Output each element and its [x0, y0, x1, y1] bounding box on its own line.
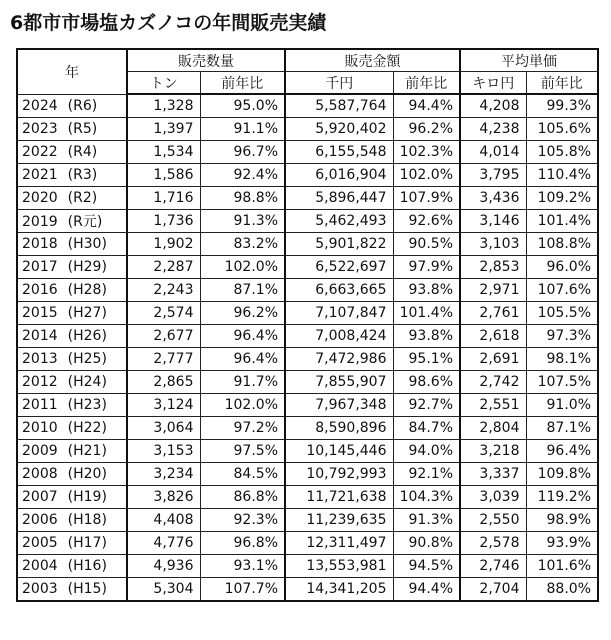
- volume-yoy-cell: 91.7%: [200, 371, 285, 394]
- amount-cell: 5,920,402: [285, 118, 393, 141]
- price-cell: 3,218: [460, 440, 526, 463]
- table-row: [17, 371, 598, 394]
- year-value: 2020: [22, 190, 58, 206]
- price-yoy-cell: 101.4%: [526, 210, 598, 233]
- table-row: [17, 164, 598, 187]
- volume-cell: 2,677: [127, 325, 200, 348]
- year-cell: [17, 509, 127, 532]
- table-body: [17, 94, 598, 601]
- amount-yoy-cell: 94.4%: [393, 94, 460, 118]
- era-value: (H21): [67, 443, 107, 459]
- era-value: (H23): [67, 397, 107, 413]
- price-cell: 2,578: [460, 532, 526, 555]
- volume-yoy-cell: 92.3%: [200, 509, 285, 532]
- amount-yoy-cell: 102.0%: [393, 164, 460, 187]
- volume-yoy-cell: 102.0%: [200, 394, 285, 417]
- year-value: 2006: [22, 512, 58, 528]
- era-value: (R6): [67, 97, 98, 114]
- price-yoy-cell: 108.8%: [526, 233, 598, 256]
- volume-yoy-cell: 107.7%: [200, 578, 285, 602]
- amount-cell: 7,472,986: [285, 348, 393, 371]
- volume-yoy-cell: 96.4%: [200, 325, 285, 348]
- volume-cell: 1,902: [127, 233, 200, 256]
- header-volume-unit: トン: [127, 72, 200, 95]
- year-cell: [17, 532, 127, 555]
- year-value: 2019: [22, 214, 58, 230]
- price-yoy-cell: 91.0%: [526, 394, 598, 417]
- volume-cell: 5,304: [127, 578, 200, 602]
- amount-cell: 5,462,493: [285, 210, 393, 233]
- volume-cell: 2,574: [127, 302, 200, 325]
- amount-cell: 5,901,822: [285, 233, 393, 256]
- table-row: [17, 555, 598, 578]
- amount-cell: 12,311,497: [285, 532, 393, 555]
- table-row: [17, 348, 598, 371]
- price-cell: 2,761: [460, 302, 526, 325]
- era-value: (H20): [67, 466, 107, 482]
- era-value: (R5): [67, 121, 98, 137]
- header-price-yoy: 前年比: [526, 72, 598, 95]
- amount-cell: 11,239,635: [285, 509, 393, 532]
- price-cell: 2,804: [460, 417, 526, 440]
- amount-yoy-cell: 92.1%: [393, 463, 460, 486]
- volume-cell: 2,243: [127, 279, 200, 302]
- volume-cell: 2,287: [127, 256, 200, 279]
- volume-cell: 1,534: [127, 141, 200, 164]
- year-cell: [17, 279, 127, 302]
- volume-cell: 3,124: [127, 394, 200, 417]
- year-value: 2003: [22, 581, 58, 597]
- year-cell: [17, 394, 127, 417]
- price-cell: 4,238: [460, 118, 526, 141]
- year-cell: [17, 141, 127, 164]
- amount-cell: 5,896,447: [285, 187, 393, 210]
- amount-yoy-cell: 92.6%: [393, 210, 460, 233]
- amount-yoy-cell: 91.3%: [393, 509, 460, 532]
- year-cell: [17, 164, 127, 187]
- price-cell: 3,039: [460, 486, 526, 509]
- era-value: (R4): [67, 144, 98, 160]
- volume-yoy-cell: 93.1%: [200, 555, 285, 578]
- price-yoy-cell: 93.9%: [526, 532, 598, 555]
- price-yoy-cell: 119.2%: [526, 486, 598, 509]
- volume-yoy-cell: 97.2%: [200, 417, 285, 440]
- price-cell: 2,853: [460, 256, 526, 279]
- table-row: [17, 417, 598, 440]
- price-cell: 2,746: [460, 555, 526, 578]
- era-value: (H22): [67, 420, 107, 436]
- year-cell: [17, 555, 127, 578]
- sales-table: [16, 48, 599, 602]
- volume-cell: 4,936: [127, 555, 200, 578]
- price-cell: 2,691: [460, 348, 526, 371]
- amount-yoy-cell: 107.9%: [393, 187, 460, 210]
- price-cell: 3,103: [460, 233, 526, 256]
- table-row: [17, 440, 598, 463]
- table-row: [17, 187, 598, 210]
- amount-cell: 10,145,446: [285, 440, 393, 463]
- table-row: [17, 256, 598, 279]
- price-yoy-cell: 101.6%: [526, 555, 598, 578]
- era-value: (R3): [67, 167, 98, 183]
- year-cell: [17, 256, 127, 279]
- year-cell: [17, 210, 127, 233]
- year-value: 2023: [22, 121, 58, 137]
- volume-cell: 3,153: [127, 440, 200, 463]
- amount-yoy-cell: 104.3%: [393, 486, 460, 509]
- volume-cell: 1,736: [127, 210, 200, 233]
- table-row: [17, 279, 598, 302]
- volume-yoy-cell: 86.8%: [200, 486, 285, 509]
- year-cell: [17, 187, 127, 210]
- era-value: (H29): [67, 259, 107, 275]
- volume-yoy-cell: 95.0%: [200, 94, 285, 118]
- price-yoy-cell: 98.9%: [526, 509, 598, 532]
- amount-cell: 10,792,993: [285, 463, 393, 486]
- volume-yoy-cell: 87.1%: [200, 279, 285, 302]
- table-row: [17, 141, 598, 164]
- year-value: 2011: [22, 397, 58, 413]
- volume-cell: 4,776: [127, 532, 200, 555]
- volume-yoy-cell: 83.2%: [200, 233, 285, 256]
- volume-yoy-cell: 84.5%: [200, 463, 285, 486]
- amount-cell: 11,721,638: [285, 486, 393, 509]
- volume-cell: 3,234: [127, 463, 200, 486]
- table-row: [17, 118, 598, 141]
- table-row: [17, 325, 598, 348]
- amount-yoy-cell: 97.9%: [393, 256, 460, 279]
- volume-yoy-cell: 91.3%: [200, 210, 285, 233]
- year-cell: [17, 417, 127, 440]
- volume-cell: 1,586: [127, 164, 200, 187]
- year-value: 2015: [22, 305, 58, 321]
- price-cell: 3,795: [460, 164, 526, 187]
- amount-cell: 6,522,697: [285, 256, 393, 279]
- price-yoy-cell: 88.0%: [526, 578, 598, 602]
- price-cell: 2,551: [460, 394, 526, 417]
- table-row: [17, 394, 598, 417]
- year-cell: [17, 578, 127, 602]
- year-value: 2013: [22, 351, 58, 367]
- header-row-groups: [17, 49, 598, 72]
- amount-yoy-cell: 95.1%: [393, 348, 460, 371]
- era-value: (H25): [67, 351, 107, 367]
- amount-yoy-cell: 96.2%: [393, 118, 460, 141]
- volume-yoy-cell: 96.8%: [200, 532, 285, 555]
- amount-cell: 14,341,205: [285, 578, 393, 602]
- price-yoy-cell: 105.6%: [526, 118, 598, 141]
- amount-cell: 7,967,348: [285, 394, 393, 417]
- year-value: 2018: [22, 236, 58, 252]
- price-cell: 2,704: [460, 578, 526, 602]
- year-value: 2014: [22, 328, 58, 344]
- price-yoy-cell: 110.4%: [526, 164, 598, 187]
- amount-cell: 8,590,896: [285, 417, 393, 440]
- year-cell: [17, 371, 127, 394]
- amount-cell: 7,855,907: [285, 371, 393, 394]
- year-value: 2007: [22, 489, 58, 505]
- price-yoy-cell: 96.0%: [526, 256, 598, 279]
- price-yoy-cell: 109.2%: [526, 187, 598, 210]
- era-value: (H15): [67, 581, 107, 597]
- amount-yoy-cell: 102.3%: [393, 141, 460, 164]
- price-yoy-cell: 98.1%: [526, 348, 598, 371]
- amount-yoy-cell: 84.7%: [393, 417, 460, 440]
- price-cell: 4,014: [460, 141, 526, 164]
- year-value: 2009: [22, 443, 58, 459]
- year-value: 2005: [22, 535, 58, 551]
- amount-yoy-cell: 93.8%: [393, 325, 460, 348]
- header-price: 平均単価: [460, 49, 598, 72]
- volume-cell: 3,826: [127, 486, 200, 509]
- volume-yoy-cell: 102.0%: [200, 256, 285, 279]
- table-row: [17, 302, 598, 325]
- table-row: [17, 578, 598, 602]
- volume-cell: 1,328: [127, 94, 200, 118]
- price-cell: 3,146: [460, 210, 526, 233]
- header-volume-yoy: 前年比: [200, 72, 285, 95]
- year-value: 2017: [22, 259, 58, 275]
- amount-cell: 5,587,764: [285, 94, 393, 118]
- year-value: 2024: [22, 97, 58, 114]
- year-cell: [17, 325, 127, 348]
- era-value: (H16): [67, 558, 107, 574]
- amount-yoy-cell: 90.5%: [393, 233, 460, 256]
- amount-cell: 6,155,548: [285, 141, 393, 164]
- volume-yoy-cell: 96.2%: [200, 302, 285, 325]
- era-value: (R元): [67, 214, 103, 230]
- price-yoy-cell: 107.6%: [526, 279, 598, 302]
- table-row: [17, 509, 598, 532]
- year-value: 2004: [22, 558, 58, 574]
- amount-yoy-cell: 92.7%: [393, 394, 460, 417]
- page-title: 6都市市場塩カズノコの年間販売実績: [10, 12, 327, 34]
- volume-cell: 2,777: [127, 348, 200, 371]
- table-row: [17, 94, 598, 118]
- amount-cell: 6,663,665: [285, 279, 393, 302]
- price-cell: 3,337: [460, 463, 526, 486]
- amount-yoy-cell: 94.4%: [393, 578, 460, 602]
- year-cell: [17, 118, 127, 141]
- price-yoy-cell: 96.4%: [526, 440, 598, 463]
- header-price-unit: キロ円: [460, 72, 526, 95]
- year-value: 2016: [22, 282, 58, 298]
- amount-yoy-cell: 94.5%: [393, 555, 460, 578]
- year-value: 2021: [22, 167, 58, 183]
- price-cell: 2,742: [460, 371, 526, 394]
- era-value: (H18): [67, 512, 107, 528]
- volume-yoy-cell: 97.5%: [200, 440, 285, 463]
- header-year: 年: [17, 49, 127, 94]
- volume-yoy-cell: 96.4%: [200, 348, 285, 371]
- price-cell: 4,208: [460, 94, 526, 118]
- amount-yoy-cell: 101.4%: [393, 302, 460, 325]
- volume-yoy-cell: 91.1%: [200, 118, 285, 141]
- volume-cell: 1,716: [127, 187, 200, 210]
- volume-yoy-cell: 92.4%: [200, 164, 285, 187]
- price-cell: 3,436: [460, 187, 526, 210]
- price-yoy-cell: 109.8%: [526, 463, 598, 486]
- table-row: [17, 210, 598, 233]
- price-yoy-cell: 99.3%: [526, 94, 598, 118]
- year-cell: [17, 233, 127, 256]
- year-cell: [17, 440, 127, 463]
- header-volume: 販売数量: [127, 49, 285, 72]
- era-value: (H28): [67, 282, 107, 298]
- year-cell: [17, 348, 127, 371]
- table-row: [17, 532, 598, 555]
- price-cell: 2,618: [460, 325, 526, 348]
- amount-cell: 6,016,904: [285, 164, 393, 187]
- era-value: (H26): [67, 328, 107, 344]
- amount-cell: 7,008,424: [285, 325, 393, 348]
- price-yoy-cell: 97.3%: [526, 325, 598, 348]
- volume-cell: 2,865: [127, 371, 200, 394]
- amount-yoy-cell: 93.8%: [393, 279, 460, 302]
- volume-cell: 3,064: [127, 417, 200, 440]
- volume-cell: 4,408: [127, 509, 200, 532]
- price-cell: 2,971: [460, 279, 526, 302]
- price-yoy-cell: 87.1%: [526, 417, 598, 440]
- year-value: 2008: [22, 466, 58, 482]
- table-row: [17, 486, 598, 509]
- year-cell: [17, 486, 127, 509]
- era-value: (H19): [67, 489, 107, 505]
- price-yoy-cell: 105.5%: [526, 302, 598, 325]
- year-cell: [17, 463, 127, 486]
- year-cell: [17, 94, 127, 118]
- year-value: 2022: [22, 144, 58, 160]
- price-cell: 2,550: [460, 509, 526, 532]
- table-row: [17, 463, 598, 486]
- era-value: (H17): [67, 535, 107, 551]
- era-value: (H24): [67, 374, 107, 390]
- era-value: (H27): [67, 305, 107, 321]
- amount-yoy-cell: 90.8%: [393, 532, 460, 555]
- era-value: (R2): [67, 190, 98, 206]
- year-cell: [17, 302, 127, 325]
- amount-cell: 13,553,981: [285, 555, 393, 578]
- amount-yoy-cell: 98.6%: [393, 371, 460, 394]
- volume-cell: 1,397: [127, 118, 200, 141]
- volume-yoy-cell: 96.7%: [200, 141, 285, 164]
- price-yoy-cell: 107.5%: [526, 371, 598, 394]
- amount-cell: 7,107,847: [285, 302, 393, 325]
- year-value: 2012: [22, 374, 58, 390]
- header-amount-unit: 千円: [285, 72, 393, 95]
- volume-yoy-cell: 98.8%: [200, 187, 285, 210]
- header-amount: 販売金額: [285, 49, 460, 72]
- price-yoy-cell: 105.8%: [526, 141, 598, 164]
- year-value: 2010: [22, 420, 58, 436]
- amount-yoy-cell: 94.0%: [393, 440, 460, 463]
- era-value: (H30): [67, 236, 107, 252]
- table-row: [17, 233, 598, 256]
- header-amount-yoy: 前年比: [393, 72, 460, 95]
